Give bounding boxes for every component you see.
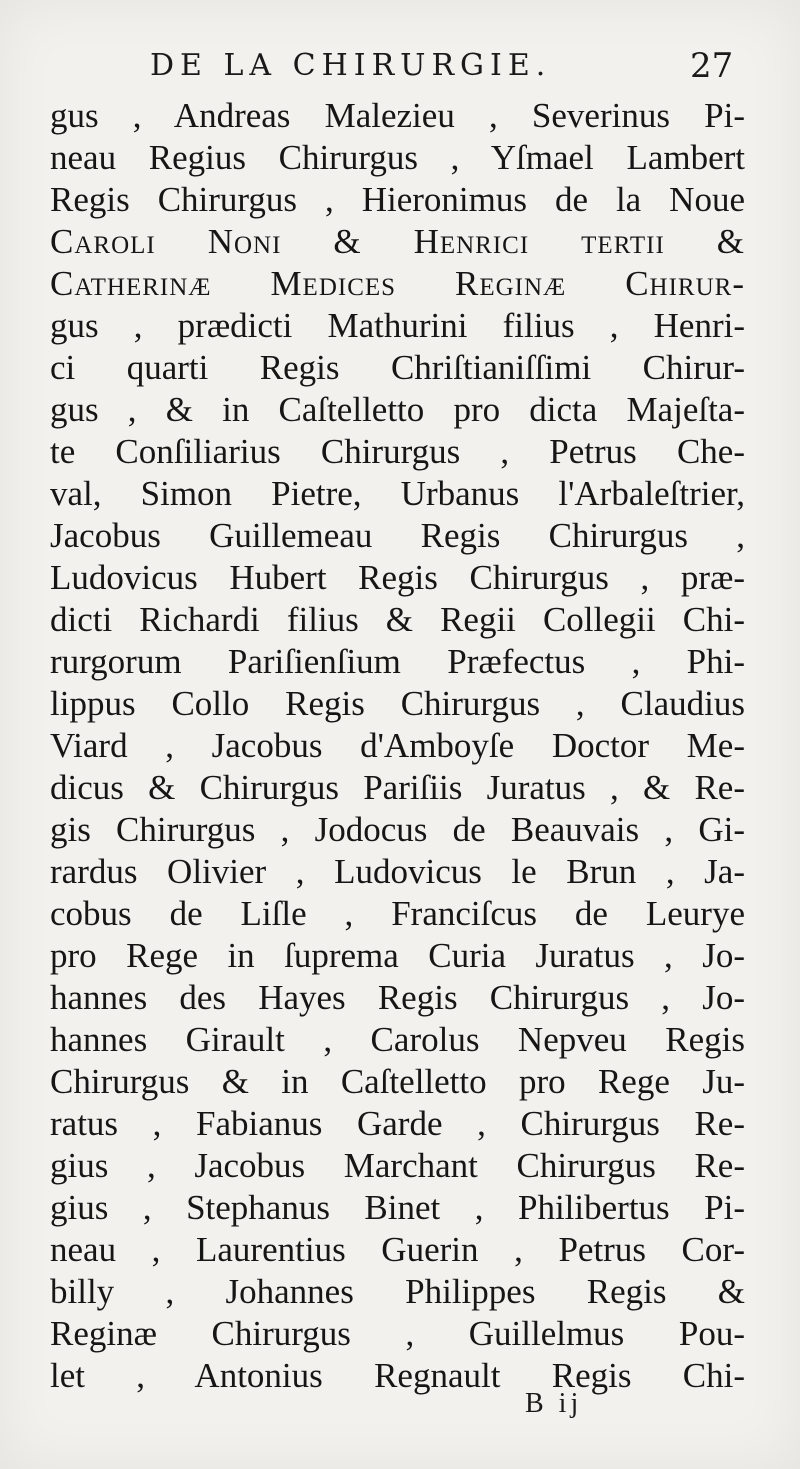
text-line: billy , Johannes Philippes Regis & bbox=[50, 1272, 745, 1311]
body-text bbox=[50, 95, 745, 1397]
text-line: Catherinæ Medices Reginæ Chirur- bbox=[50, 264, 745, 303]
text-line: Caroli Noni & Henrici tertii & bbox=[50, 222, 745, 261]
text-line: cobus de Liſle , Franciſcus de Leurye bbox=[50, 894, 745, 933]
text-line: dicus & Chirurgus Pariſiis Juratus , & Re- bbox=[50, 768, 745, 807]
running-head: DE LA CHIRURGIE. bbox=[150, 48, 552, 83]
text-line: Ludovicus Hubert Regis Chirurgus , præ- bbox=[50, 558, 745, 597]
text-line: dicti Richardi filius & Regii Collegii Chi- bbox=[50, 600, 745, 639]
text-line: Viard , Jacobus d'Amboyſe Doctor Me- bbox=[50, 726, 745, 765]
text-line: Chirurgus & in Caſtelletto pro Rege Ju- bbox=[50, 1062, 745, 1101]
text-line: rardus Olivier , Ludovicus le Brun , Ja- bbox=[50, 852, 745, 891]
text-line: let , Antonius Regnault Regis Chi- bbox=[50, 1356, 745, 1395]
text-line: gius , Jacobus Marchant Chirurgus Re- bbox=[50, 1146, 745, 1185]
text-line: gus , prædicti Mathurini filius , Henri- bbox=[50, 306, 745, 345]
text-line: gus , & in Caſtelletto pro dicta Majeſta- bbox=[50, 390, 745, 429]
signature-mark: B ij bbox=[525, 1388, 583, 1419]
text-line: gius , Stephanus Binet , Philibertus Pi- bbox=[50, 1188, 745, 1227]
text-line: hannes Girault , Carolus Nepveu Regis bbox=[50, 1020, 745, 1059]
text-line: Reginæ Chirurgus , Guillelmus Pou- bbox=[50, 1314, 745, 1353]
text-line: lippus Collo Regis Chirurgus , Claudius bbox=[50, 684, 745, 723]
text-line: gis Chirurgus , Jodocus de Beauvais , Gi- bbox=[50, 810, 745, 849]
text-line: hannes des Hayes Regis Chirurgus , Jo- bbox=[50, 978, 745, 1017]
text-line: te Conſiliarius Chirurgus , Petrus Che- bbox=[50, 432, 745, 471]
text-line: Regis Chirurgus , Hieronimus de la Noue bbox=[50, 180, 745, 219]
text-line: Jacobus Guillemeau Regis Chirurgus , bbox=[50, 516, 745, 555]
text-line: gus , Andreas Malezieu , Severinus Pi- bbox=[50, 96, 745, 135]
text-line: val, Simon Pietre, Urbanus l'Arbaleſtrier, bbox=[50, 474, 745, 513]
text-line: neau , Laurentius Guerin , Petrus Cor- bbox=[50, 1230, 745, 1269]
text-line: pro Rege in ſuprema Curia Juratus , Jo- bbox=[50, 936, 745, 975]
page-number: 27 bbox=[690, 46, 734, 86]
text-line: neau Regius Chirurgus , Yſmael Lambert bbox=[50, 138, 745, 177]
text-line: rurgorum Pariſienſium Præfectus , Phi- bbox=[50, 642, 745, 681]
text-line: ratus , Fabianus Garde , Chirurgus Re- bbox=[50, 1104, 745, 1143]
text-line: ci quarti Regis Chriſtianiſſimi Chirur- bbox=[50, 348, 745, 387]
